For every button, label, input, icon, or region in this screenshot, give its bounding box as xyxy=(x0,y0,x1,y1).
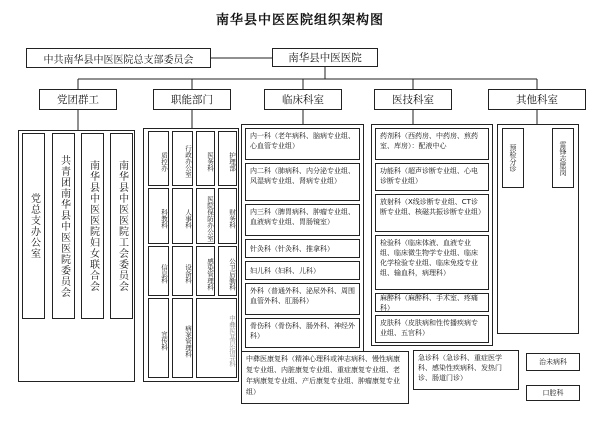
infection-control: 感染管理科 xyxy=(196,246,215,296)
laboratory: 检验科（临床体液、血液专业组、临床微生物学专业组、临床化学检验专业组、临床免疫专业组、输血科，病理科） xyxy=(375,235,489,290)
pre-triage: 预检分诊 xyxy=(502,128,524,188)
surgery: 外科（普通外科、泌尿外科、周围血管外科、肛肠科） xyxy=(245,283,360,315)
finance: 财务科 xyxy=(218,188,237,244)
tcm-rehabilitation: 中彝医康复科（精神心理科或神志病科、慢性病康复专业组、内脏康复专业组、重症康复专业组、老年病康复专业组、产后康复专业组、肿瘤康复专业组） xyxy=(241,351,409,404)
pharmacy: 药剂科（西药房、中药房、煎药室、库房）：配液中心 xyxy=(375,128,489,160)
orthopedics: 骨伤科（骨伤科、肠外科、神经外科） xyxy=(245,318,360,348)
womens-federation: 南华县中医医院妇女联合会 xyxy=(81,133,104,319)
chart-title: 南华县中医医院组织架构图 xyxy=(215,13,384,28)
internal-med-3: 内三科（脾胃病科、肿瘤专业组、血液病专业组、胃肠镜室） xyxy=(245,204,360,236)
category-functional: 职能部门 xyxy=(153,89,231,110)
science-education: 科教科 xyxy=(148,188,169,244)
gynecology-pediatrics: 妇儿科（妇科、儿科） xyxy=(245,261,360,280)
admin-office: 行政办公室 xyxy=(172,131,193,186)
party-office: 党总支办公室 xyxy=(22,133,45,319)
preventive-treatment: 治未病科 xyxy=(526,353,580,371)
stomatology: 口腔科 xyxy=(526,385,580,401)
category-party: 党团群工 xyxy=(39,89,117,110)
nursing-dept: 护理部 xyxy=(218,131,237,186)
personnel: 人事科 xyxy=(172,188,193,244)
emergency: 急诊科（急诊科、重症医学科、感染性疾病科、发热门诊、肠道门诊） xyxy=(413,350,519,390)
public-health-logistics: 公卫后勤科 xyxy=(218,246,237,296)
anesthesiology: 麻醉科（麻醉科、手术室、疼痛科） xyxy=(375,293,489,312)
volunteer-post: 雷锋志愿岗 xyxy=(552,128,574,188)
function-dept: 功能科（超声诊断专业组、心电诊断专业组） xyxy=(375,163,489,191)
party-committee-box: 中共南华县中医医院总支部委员会 xyxy=(26,48,211,68)
equipment: 设备科 xyxy=(172,246,193,296)
category-medtech: 医技科室 xyxy=(374,89,452,110)
youth-league: 共青团南华县中医医院委员会 xyxy=(52,133,75,319)
medical-affairs: 医务科 xyxy=(196,131,215,186)
tcm-grassroots-guidance: 中彝医基层指导科 xyxy=(196,298,237,378)
acupuncture: 针灸科（针灸科、推拿科） xyxy=(245,239,360,258)
category-other: 其他科室 xyxy=(488,89,586,110)
trade-union: 南华县中医医院工会委员会 xyxy=(110,133,133,319)
medical-records: 病案管理科 xyxy=(172,298,193,378)
internal-med-2: 内二科（肺病科、内分泌专业组、风湿病专业组、肾病专业组） xyxy=(245,163,360,201)
category-clinical: 临床科室 xyxy=(264,89,342,110)
security-office: 医院保防办公室 xyxy=(196,188,215,244)
radiology: 放射科（X线诊断专业组、CT诊断专业组、核磁共振诊断专业组） xyxy=(375,194,489,232)
internal-med-1: 内一科（老年病科、脑病专业组、心血管专业组） xyxy=(245,128,360,160)
dermatology: 皮肤科（皮肤病和性传播疾病专业组、五官科） xyxy=(375,315,489,343)
publicity: 宣传科 xyxy=(148,298,169,378)
hospital-box: 南华县中医医院 xyxy=(272,48,378,67)
quality-control-office: 质控办 xyxy=(148,131,169,186)
information: 信息科 xyxy=(148,246,169,296)
